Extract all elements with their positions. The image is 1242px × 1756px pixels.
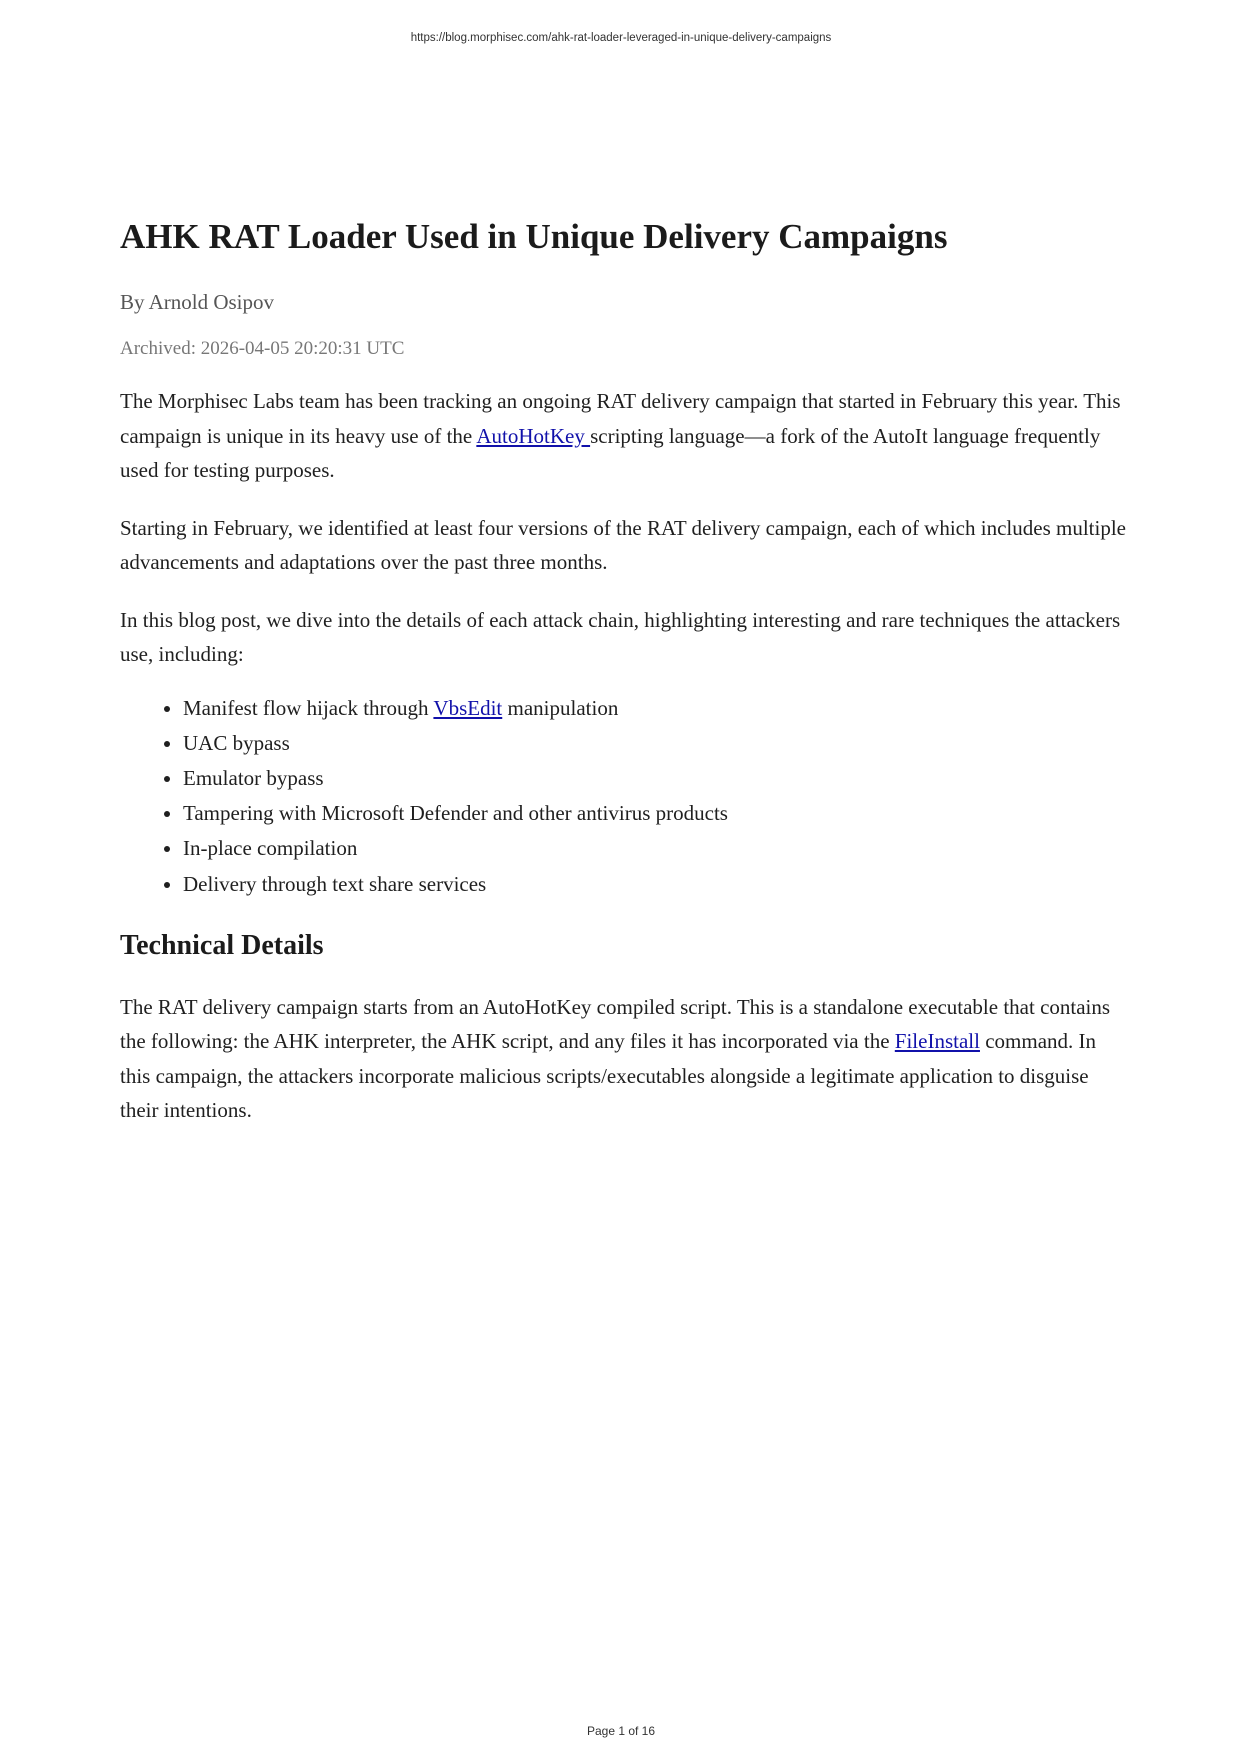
list-item: • Delivery through text share services <box>183 867 1130 902</box>
technical-paragraph <box>120 990 1130 1128</box>
article-byline: By Arnold Osipov <box>120 290 275 314</box>
list-item-text: manipulation <box>502 695 619 720</box>
intro-text-before: The Morphisec Labs team has been tracking an ongoing RAT delivery campaign that started in February this year. This campaign is unique in its heavy use of the <box>120 389 1121 448</box>
article <box>120 214 1130 1128</box>
technical-text-before: The RAT delivery campaign starts from an AutoHotKey compiled script. This is a standalone executable that contains the following: the AHK interpreter, the AHK script, and any files it has incorporated via the <box>120 994 1111 1054</box>
intro-paragraph <box>120 384 1130 488</box>
page-url-header: https://blog.morphisec.com/ahk-rat-loader-leveraged-in-unique-delivery-campaigns <box>410 32 832 44</box>
list-item: • Emulator bypass <box>183 761 1130 796</box>
archived-timestamp: Archived: 2026-04-05 20:20:31 UTC <box>120 338 405 359</box>
intro-text-after: scripting language—a fork of the AutoIt language frequently used for testing purposes. <box>120 423 1101 482</box>
autohotkey-link[interactable]: AutoHotKey <box>476 423 591 448</box>
article-title: AHK RAT Loader Used in Unique Delivery Campaigns <box>120 217 948 256</box>
fileinstall-link[interactable]: FileInstall <box>894 1029 980 1054</box>
list-item: • Tampering with Microsoft Defender and other antivirus products <box>183 796 1130 831</box>
list-item <box>183 691 1130 726</box>
techniques-intro-paragraph: In this blog post, we dive into the details of each attack chain, highlighting interesting and rare techniques the attackers use, including: <box>120 607 1121 666</box>
section-heading-technical-details: Technical Details <box>120 929 324 961</box>
versions-paragraph: Starting in February, we identified at least four versions of the RAT delivery campaign, each of which includes multiple advancements and adaptations over the past three months. <box>120 515 1126 574</box>
vbsedit-link[interactable]: VbsEdit <box>433 695 503 720</box>
list-item: • In-place compilation <box>183 831 1130 866</box>
list-item: • UAC bypass <box>183 726 1130 761</box>
technical-text-after: command. In this campaign, the attackers incorporate malicious scripts/executables alongside a legitimate application to disguise their intentions. <box>120 1029 1097 1123</box>
techniques-list <box>120 691 1130 902</box>
page-number-footer: Page 1 of 16 <box>586 1724 656 1738</box>
list-item-text: Manifest flow hijack through <box>183 695 434 720</box>
